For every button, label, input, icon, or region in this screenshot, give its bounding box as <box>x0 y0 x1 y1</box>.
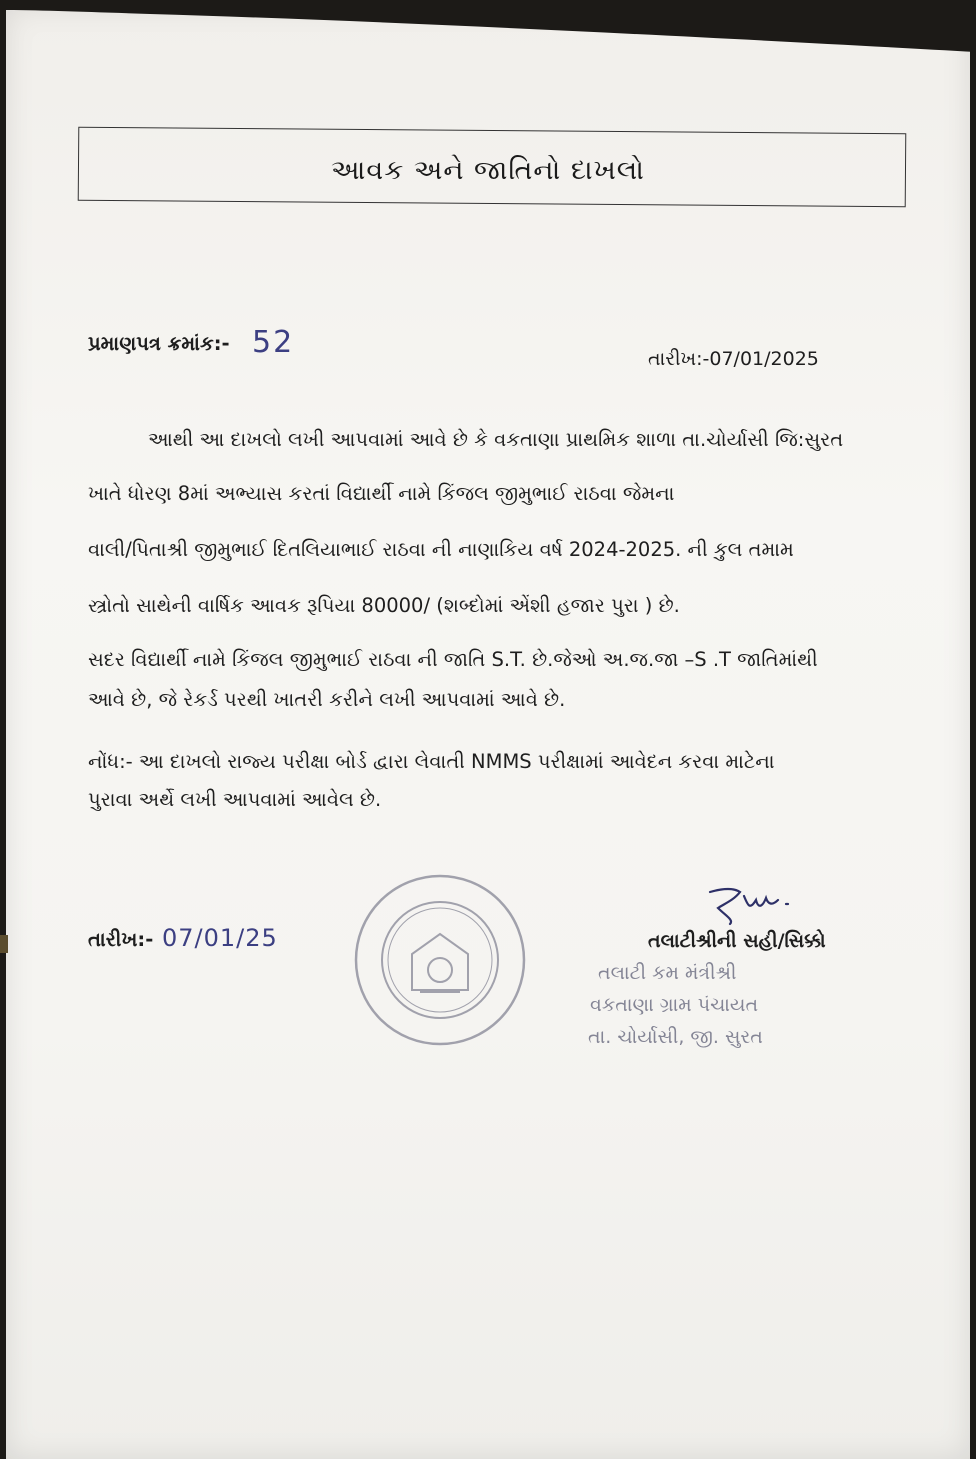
panchayat-round-stamp <box>352 872 528 1048</box>
body-line-5: સદર વિદ્યાર્થી નામે કિંજલ જીમુભાઈ રાઠવા ની જાતિ S.T. છે.જેઓ અ.જ.જા –S .T જાતિમાંથી <box>88 648 818 671</box>
certificate-paper <box>6 6 970 1459</box>
signature-label: તલાટીશ્રીની સહી/સિક્કો <box>648 930 826 952</box>
body-line-3: વાલી/પિતાશ્રી જીમુભાઈ દિતલિયાભાઈ રાઠવા ની નાણાકિય વર્ષ 2024-2025. ની કુલ તમામ <box>88 538 794 561</box>
footer-date-label: તારીખ:- <box>88 928 154 951</box>
note-line-1: નોંધ:- આ દાખલો રાજ્ય પરીક્ષા બોર્ડ દ્વારા લેવાતી NMMS પરીક્ષામાં આવેદન કરવા માટેના <box>88 750 775 773</box>
issue-date: તારીખ:-07/01/2025 <box>648 348 819 370</box>
document-title: આવક અને જાતિનો દાખલો <box>331 155 645 186</box>
body-line-4: સ્ત્રોતો સાથેની વાર્ષિક આવક રૂપિયા 80000/ (શબ્દોમાં એંશી હજાર પુરા ) છે. <box>88 594 680 617</box>
body-line-1: આથી આ દાખલો લખી આપવામાં આવે છે કે વકતાણા પ્રાથમિક શાળા તા.ચોર્યાસી જિ:સુરત <box>148 428 844 451</box>
note-line-2: પુરાવા અર્થે લખી આપવામાં આવેલ છે. <box>88 788 382 811</box>
footer-date-handwritten: 07/01/25 <box>162 924 278 952</box>
body-line-2: ખાતે ધોરણ 8માં અભ્યાસ કરતાં વિદ્યાર્થી નામે કિંજલ જીમુભાઈ રાઠવા જેમના <box>88 482 675 505</box>
official-seal-line-3: તા. ચોર્યાસી, જી. સુરત <box>588 1026 763 1048</box>
certificate-number-value: 52 <box>252 325 295 360</box>
binder-clip <box>0 935 8 953</box>
body-line-6: આવે છે, જે રેકર્ડ પરથી ખાતરી કરીને લખી આપવામાં આવે છે. <box>88 688 566 711</box>
official-seal-line-2: વકતાણા ગ્રામ પંચાયત <box>590 994 759 1016</box>
official-seal-line-1: તલાટી કમ મંત્રીશ્રી <box>598 962 737 984</box>
paper-top-edge <box>0 0 976 70</box>
certificate-number-label: પ્રમાણપત્ર ક્રમાંક:- <box>88 332 230 355</box>
handwritten-signature <box>700 882 800 926</box>
